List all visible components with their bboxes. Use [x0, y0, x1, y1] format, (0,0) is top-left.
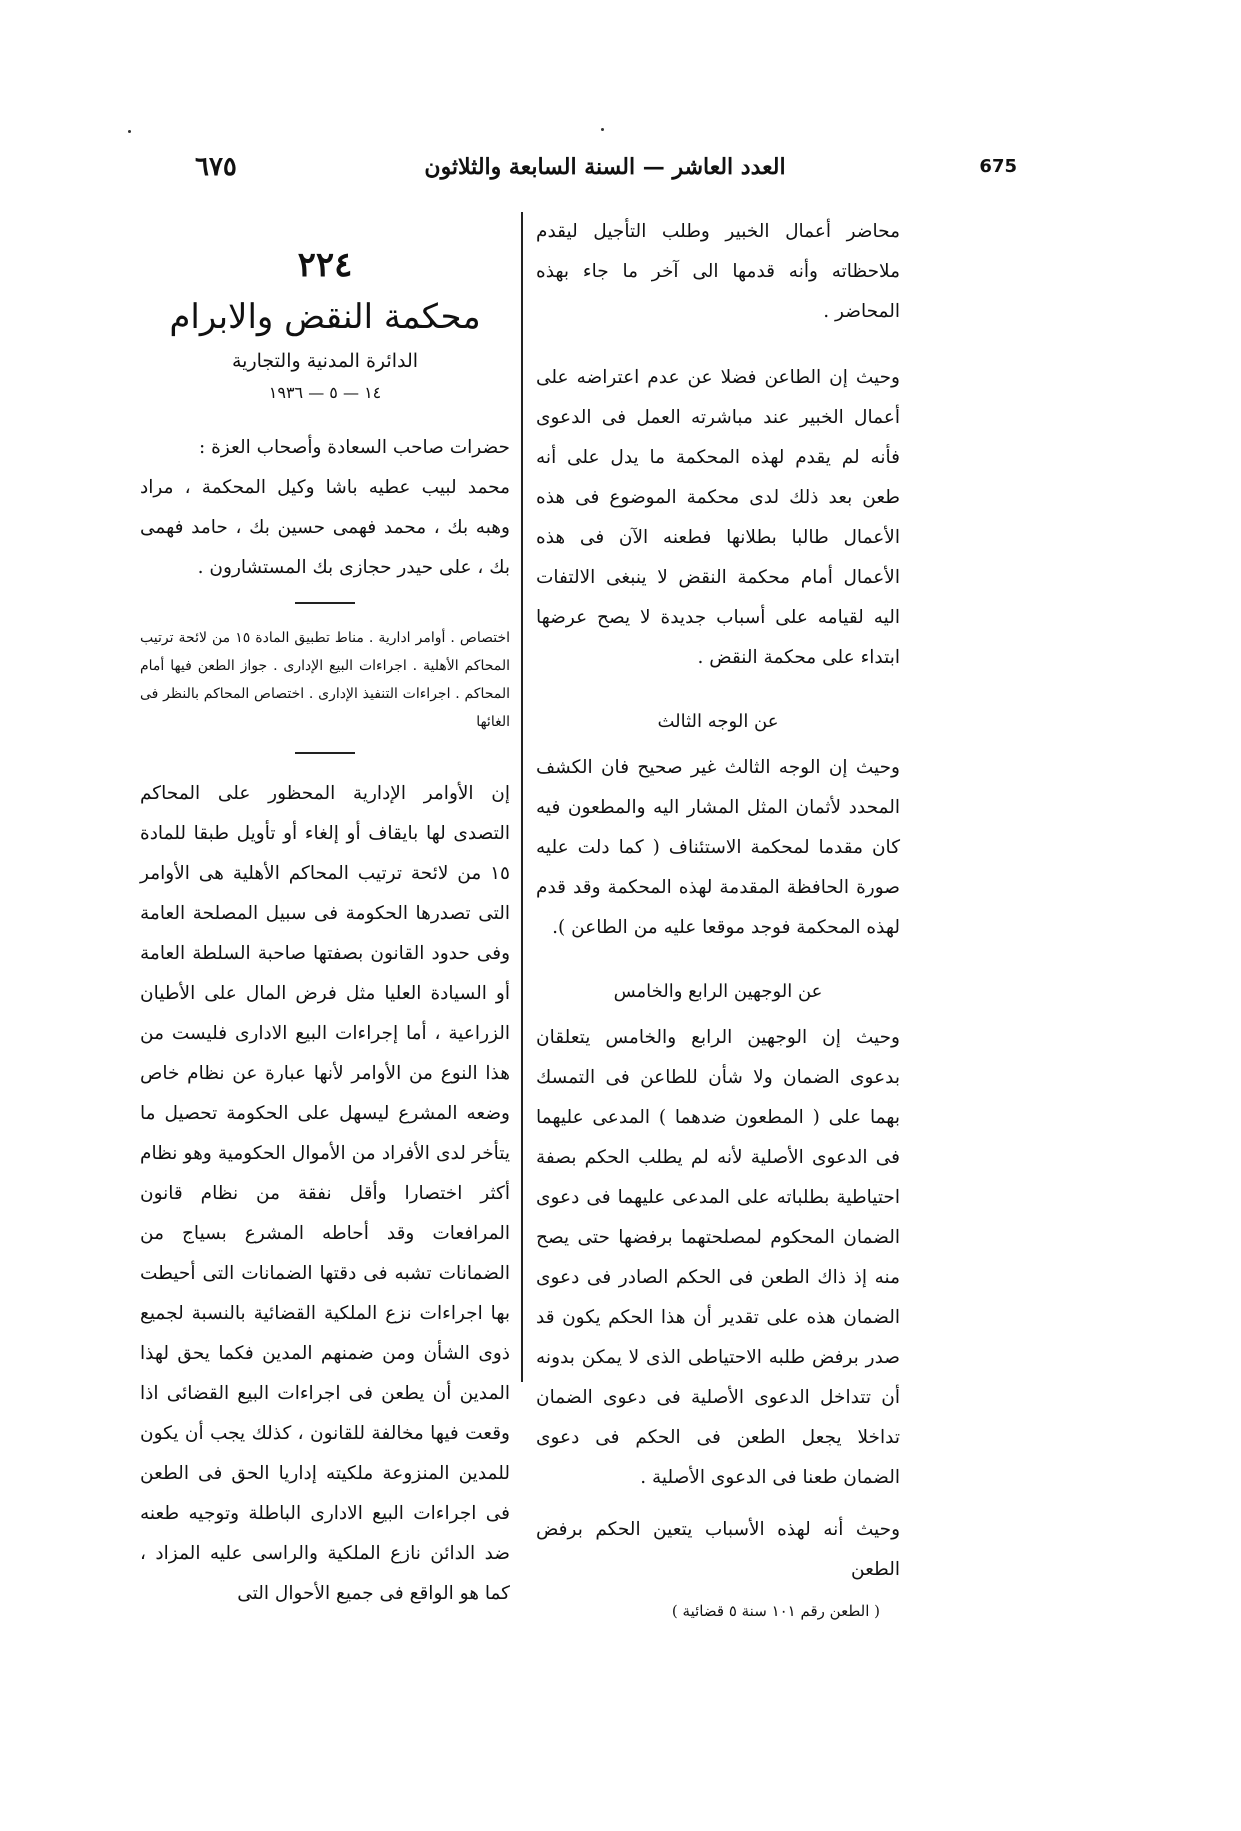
- paragraph: محاضر أعمال الخبير وطلب التأجيل ليقدم ملاحظاته وأنه قدمها الى آخر ما جاء بهذه المحاضر .: [536, 221, 900, 322]
- judgment-date: ١٤ — ٥ — ١٩٣٦: [268, 383, 382, 402]
- court-name: محكمة النقض والابرام: [169, 297, 481, 337]
- section-heading: عن الوجهين الرابع والخامس: [613, 981, 823, 1002]
- paragraph: وحيث أنه لهذه الأسباب يتعين الحكم برفض الطعن: [536, 1519, 900, 1580]
- issue-title: العدد العاشر — السنة السابعة والثلاثون: [424, 154, 786, 180]
- paragraph: وحيث إن الوجه الثالث غير صحيح فان الكشف المحدد لأثمان المثل المشار اليه والمطعون فيه كان مقدما لمحكمة الاستئناف ( كما دلت عليه صورة الحافظة المقدمة لهذه المحكمة وقد قدم لهذه المحكمة فوجد موقعا عليه من الطاعن ).: [536, 757, 900, 938]
- paragraph: وحيث إن الطاعن فضلا عن عدم اعتراضه على أعمال الخبير عند مباشرته العمل فى الدعوى فأنه لم يقدم لهذه المحكمة ما يدل على أنه طعن بعد ذلك لدى محكمة الموضوع فى هذه الأعمال طالبا بطلانها فطعنه الآن فى هذه الأعمال أمام محكمة النقض لا ينبغى الالتفات اليه لقيامه على أسباب جديدة لا يصح عرضها ابتداء على محكمة النقض .: [536, 367, 900, 668]
- case-number: ٢٢٤: [297, 245, 353, 285]
- attendance-line: حضرات صاحب السعادة وأصحاب العزة :: [199, 437, 510, 458]
- footnote: ( الطعن رقم ١٠١ سنة ٥ قضائية ): [671, 1602, 880, 1620]
- scan-speck: [601, 128, 604, 131]
- page-header: [165, 152, 1045, 192]
- right-column: [536, 212, 900, 1620]
- paragraph: وحيث إن الوجهين الرابع والخامس يتعلقان بدعوى الضمان ولا شأن للطاعن فى التمسك بهما على ( المطعون ضدهما ) المدعى عليهما فى الدعوى الأصلية لأنه لم يطلب الحكم بصفة احتياطية بطلباته على المدعى عليهما فى دعوى الضمان المحكوم لمصلحتهما برفضها حتى يصح منه إذ ذاك الطعن فى الحكم الصادر فى دعوى الضمان هذه على تقدير أن هذا الحكم يكون قد صدر برفض طلبه الاحتياطى الذى لا يمكن بدونه أن تتداخل الدعوى الأصلية فى دعوى الضمان تداخلا يجعل الطعن فى الحكم فى دعوى الضمان طعنا فى الدعوى الأصلية .: [536, 1027, 900, 1488]
- division-name: الدائرة المدنية والتجارية: [231, 350, 419, 372]
- scan-speck: [128, 130, 131, 133]
- left-column: [140, 212, 510, 1614]
- page-number-latin: 675: [979, 156, 1017, 177]
- case-summary: اختصاص . أوامر ادارية . مناط تطبيق المادة ١٥ من لائحة ترتيب المحاكم الأهلية . اجراءات البيع الإدارى . جواز الطعن فيها أمام المحاكم . اجراءات التنفيذ الإدارى . اختصاص المحاكم بالنظر فى الغائها: [140, 630, 510, 730]
- page-number-arabic: ٦٧٥: [195, 152, 237, 182]
- judges-list: محمد لبيب عطيه باشا وكيل المحكمة ، مراد وهبه بك ، محمد فهمى حسين بك ، حامد فهمى بك ، على حيدر حجازى بك المستشارون .: [140, 477, 510, 578]
- column-divider: [521, 212, 523, 1382]
- ruling-body: إن الأوامر الإدارية المحظور على المحاكم التصدى لها بايقاف أو إلغاء أو تأويل طبقا للمادة ١٥ من لائحة ترتيب المحاكم الأهلية هى الأوامر التى تصدرها الحكومة فى سبيل المصلحة العامة وفى حدود القانون بصفتها صاحبة السلطة العامة أو السيادة العليا مثل فرض المال على الأطيان الزراعية ، أما إجراءات البيع الادارى فليست من هذا النوع من الأوامر لأنها عبارة عن نظام خاص وضعه المشرع ليسهل على الحكومة تحصيل ما يتأخر لدى الأفراد من الأموال الحكومية وهو نظام أكثر اختصارا وأقل نفقة من نظام قانون المرافعات وقد أحاطه المشرع بسياج من الضمانات تشبه فى دقتها الضمانات التى أحيطت بها اجراءات نزع الملكية القضائية بالنسبة لجميع ذوى الشأن ومن ضمنهم المدين فكما يحق لهذا المدين أن يطعن فى اجراءات البيع القضائى اذا وقعت فيها مخالفة للقانون ، كذلك يجب أن يكون للمدين المنزوعة ملكيته إداريا الحق فى الطعن فى اجراءات البيع الادارى الباطلة وتوجيه طعنه ضد الدائن نازع الملكية والراسى عليه المزاد ، كما هو الواقع فى جميع الأحوال التى: [140, 783, 510, 1604]
- section-heading: عن الوجه الثالث: [657, 711, 779, 732]
